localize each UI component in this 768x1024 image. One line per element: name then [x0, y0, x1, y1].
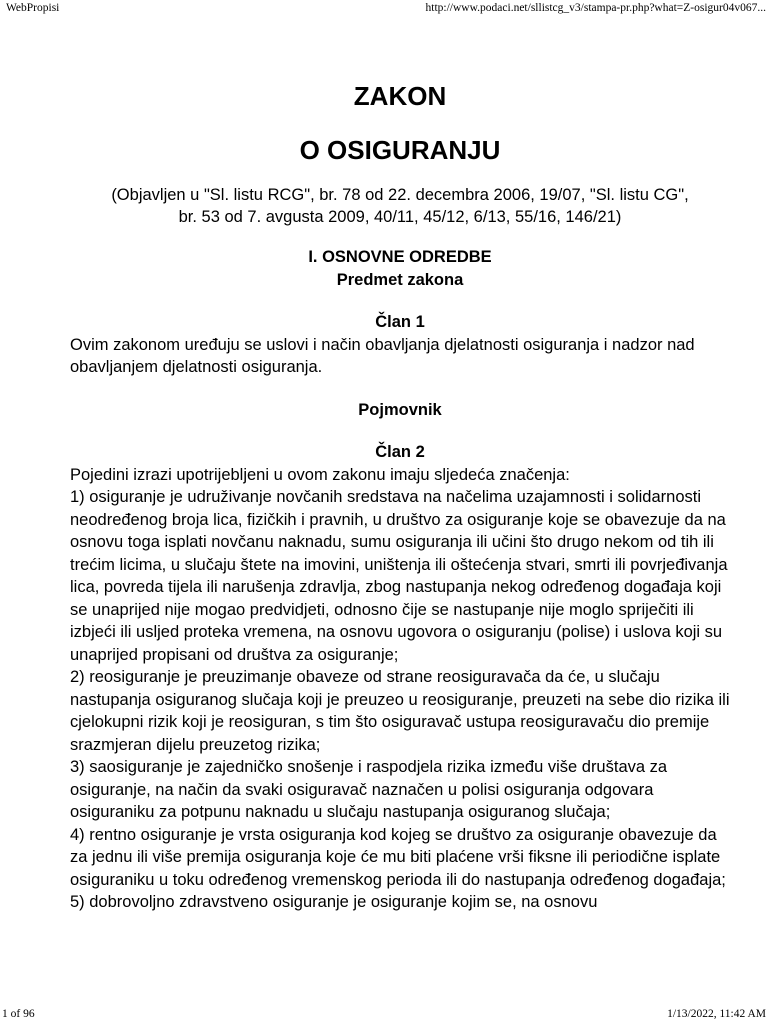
article-2-intro: Pojedini izrazi upotrijebljeni u ovom zakonu imaju sljedeća značenja: — [70, 465, 570, 484]
print-datetime: 1/13/2022, 11:42 AM — [667, 1008, 766, 1020]
article-2-item-4: 4) rentno osiguranje je vrsta osiguranja kod kojeg se društvo za osiguranje obavezuje da za jednu ili više premija osiguranja koje će mu biti plaćene vrši fiksne ili periodične isplate osiguraniku u toku određenog vremenskog perioda ili do nastupanja određenog događaja; — [70, 825, 726, 889]
article-2-item-5: 5) dobrovoljno zdravstveno osiguranje je osiguranje kojim se, na osnovu — [70, 893, 598, 911]
document-body — [70, 78, 730, 914]
section-heading-pojmovnik: Pojmovnik — [358, 400, 442, 419]
publication-note: (Objavljen u "Sl. listu RCG", br. 78 od 22. decembra 2006, 19/07, "Sl. listu CG", br. 53 od 7. avgusta 2009, 40/11, 45/12, 6/13, 55/16, 146/21) — [111, 186, 689, 226]
article-2-heading: Član 2 — [375, 443, 425, 461]
print-header-source: WebPropisi — [6, 2, 60, 14]
print-footer — [0, 1004, 768, 1024]
page-number: 1 of 96 — [2, 1008, 35, 1020]
print-header-url: http://www.podaci.net/sllistcg_v3/stampa-pr.php?what=Z-osigur04v067... — [425, 2, 766, 14]
document-title: ZAKON — [353, 81, 447, 111]
article-2-item-3: 3) saosiguranje je zajedničko snošenje i raspodjela rizika između više društava za osiguranje, na način da svaki osiguravač naznačen u polisi osiguranja odgovara osiguraniku za potpunu naknadu u slučaju nastupanja osiguranog slučaja; — [70, 758, 668, 821]
article-2-item-2: 2) reosiguranje je preuzimanje obaveze od strane reosiguravača da će, u slučaju nastupanja osiguranog slučaja koji je preuzeo u reosiguranje, preuzeti na sebe dio rizika ili cjelokupni rizik koji je reosiguran, s tim što osiguravač ustupa reosiguravaču dio premije srazmjeran dijelu preuzetog rizika; — [70, 668, 730, 754]
chapter-heading: I. OSNOVNE ODREDBE — [308, 248, 492, 266]
chapter-subtitle: Predmet zakona — [336, 270, 464, 289]
article-1-heading: Član 1 — [375, 313, 425, 331]
article-1-text: Ovim zakonom uređuju se uslovi i način obavljanja djelatnosti osiguranja i nadzor nad obavljanjem djelatnosti osiguranja. — [70, 335, 695, 376]
print-header — [0, 0, 768, 16]
document-subtitle-title: O OSIGURANJU — [299, 135, 501, 165]
article-2-item-1: 1) osiguranje je udruživanje novčanih sredstava na načelima uzajamnosti i solidarnosti neodređenog broja lica, fizičkih i pravnih, u društvo za osiguranje koje se obavezuje da na osnovu toga isplati novčanu naknadu, sumu osiguranja ili učini što drugo nekom od tih ili trećim licima, u slučaju štete na imovini, uništenja ili oštećenja stvari, smrti ili povrjeđivanja lica, povreda tijela ili narušenja zdravlja, zbog nastupanja nekog određenog događaja koji se unaprijed nije mogao predvidjeti, odnosno čije se nastupanje nije moglo spriječiti ili izbjeći ili usljed proteka vremena, na osnovu ugovora o osiguranju (polise) i uslova koji su unaprijed propisani od društva za osiguranje; — [70, 488, 728, 664]
